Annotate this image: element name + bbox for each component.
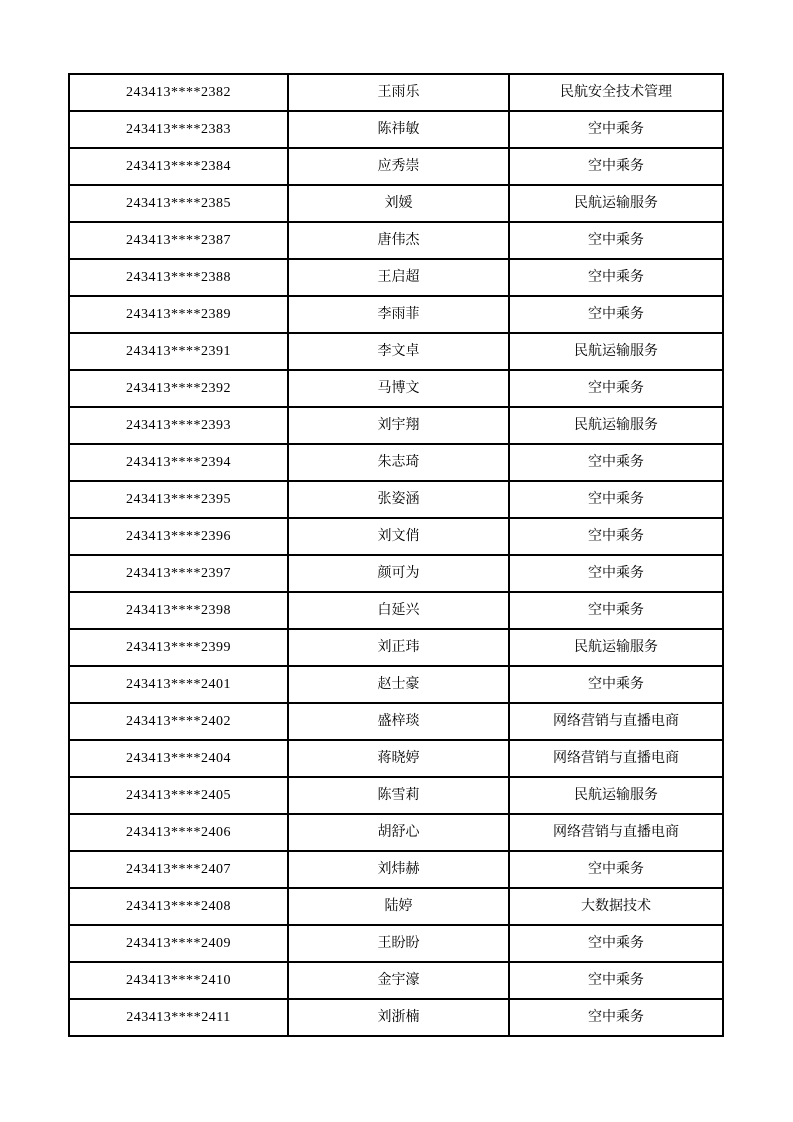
cell-id: 243413****2398 bbox=[69, 592, 288, 629]
table-row bbox=[69, 888, 723, 925]
cell-major: 空中乘务 bbox=[509, 666, 723, 703]
cell-major: 民航运输服务 bbox=[509, 777, 723, 814]
table-row bbox=[69, 259, 723, 296]
cell-id: 243413****2389 bbox=[69, 296, 288, 333]
cell-name: 李雨菲 bbox=[288, 296, 509, 333]
cell-major: 空中乘务 bbox=[509, 518, 723, 555]
cell-id: 243413****2384 bbox=[69, 148, 288, 185]
cell-id: 243413****2407 bbox=[69, 851, 288, 888]
cell-id: 243413****2382 bbox=[69, 74, 288, 111]
cell-id: 243413****2405 bbox=[69, 777, 288, 814]
cell-id: 243413****2395 bbox=[69, 481, 288, 518]
cell-name: 刘宇翔 bbox=[288, 407, 509, 444]
cell-name: 应秀崇 bbox=[288, 148, 509, 185]
cell-major: 民航运输服务 bbox=[509, 333, 723, 370]
cell-name: 赵士豪 bbox=[288, 666, 509, 703]
cell-id: 243413****2388 bbox=[69, 259, 288, 296]
table-row bbox=[69, 555, 723, 592]
cell-name: 唐伟杰 bbox=[288, 222, 509, 259]
cell-name: 金宇濠 bbox=[288, 962, 509, 999]
cell-id: 243413****2409 bbox=[69, 925, 288, 962]
cell-id: 243413****2410 bbox=[69, 962, 288, 999]
table-row bbox=[69, 777, 723, 814]
cell-id: 243413****2397 bbox=[69, 555, 288, 592]
cell-name: 陆婷 bbox=[288, 888, 509, 925]
cell-id: 243413****2408 bbox=[69, 888, 288, 925]
cell-id: 243413****2393 bbox=[69, 407, 288, 444]
table-row bbox=[69, 296, 723, 333]
admission-roster-table bbox=[68, 73, 724, 1037]
cell-major: 空中乘务 bbox=[509, 999, 723, 1036]
cell-name: 李文卓 bbox=[288, 333, 509, 370]
cell-name: 马博文 bbox=[288, 370, 509, 407]
cell-name: 王启超 bbox=[288, 259, 509, 296]
cell-major: 民航运输服务 bbox=[509, 407, 723, 444]
cell-major: 大数据技术 bbox=[509, 888, 723, 925]
table-row bbox=[69, 444, 723, 481]
cell-id: 243413****2399 bbox=[69, 629, 288, 666]
cell-id: 243413****2401 bbox=[69, 666, 288, 703]
cell-id: 243413****2396 bbox=[69, 518, 288, 555]
cell-major: 空中乘务 bbox=[509, 925, 723, 962]
cell-major: 民航运输服务 bbox=[509, 185, 723, 222]
cell-name: 刘浙楠 bbox=[288, 999, 509, 1036]
cell-name: 陈祎敏 bbox=[288, 111, 509, 148]
table-row bbox=[69, 592, 723, 629]
table-row bbox=[69, 851, 723, 888]
table-row bbox=[69, 629, 723, 666]
cell-major: 网络营销与直播电商 bbox=[509, 703, 723, 740]
cell-major: 空中乘务 bbox=[509, 444, 723, 481]
cell-name: 刘炜赫 bbox=[288, 851, 509, 888]
cell-major: 空中乘务 bbox=[509, 259, 723, 296]
cell-name: 张姿涵 bbox=[288, 481, 509, 518]
cell-major: 空中乘务 bbox=[509, 592, 723, 629]
cell-name: 颜可为 bbox=[288, 555, 509, 592]
table-row bbox=[69, 111, 723, 148]
table-row bbox=[69, 222, 723, 259]
table-row bbox=[69, 999, 723, 1036]
cell-id: 243413****2385 bbox=[69, 185, 288, 222]
table-row bbox=[69, 148, 723, 185]
cell-id: 243413****2411 bbox=[69, 999, 288, 1036]
cell-id: 243413****2402 bbox=[69, 703, 288, 740]
cell-major: 空中乘务 bbox=[509, 481, 723, 518]
cell-name: 王盼盼 bbox=[288, 925, 509, 962]
cell-name: 王雨乐 bbox=[288, 74, 509, 111]
cell-name: 盛梓琰 bbox=[288, 703, 509, 740]
cell-id: 243413****2383 bbox=[69, 111, 288, 148]
cell-id: 243413****2392 bbox=[69, 370, 288, 407]
table-row bbox=[69, 74, 723, 111]
cell-id: 243413****2406 bbox=[69, 814, 288, 851]
table-row bbox=[69, 370, 723, 407]
cell-major: 空中乘务 bbox=[509, 962, 723, 999]
cell-name: 胡舒心 bbox=[288, 814, 509, 851]
cell-id: 243413****2394 bbox=[69, 444, 288, 481]
cell-id: 243413****2404 bbox=[69, 740, 288, 777]
table-row bbox=[69, 481, 723, 518]
cell-major: 民航安全技术管理 bbox=[509, 74, 723, 111]
cell-major: 空中乘务 bbox=[509, 111, 723, 148]
cell-name: 朱志琦 bbox=[288, 444, 509, 481]
table-row bbox=[69, 666, 723, 703]
table-row bbox=[69, 185, 723, 222]
cell-name: 白延兴 bbox=[288, 592, 509, 629]
table-body bbox=[69, 74, 723, 1036]
table-row bbox=[69, 518, 723, 555]
table-row bbox=[69, 407, 723, 444]
cell-id: 243413****2387 bbox=[69, 222, 288, 259]
table-row bbox=[69, 703, 723, 740]
cell-name: 刘正玮 bbox=[288, 629, 509, 666]
table-row bbox=[69, 740, 723, 777]
cell-major: 空中乘务 bbox=[509, 148, 723, 185]
table-row bbox=[69, 925, 723, 962]
cell-major: 空中乘务 bbox=[509, 555, 723, 592]
cell-major: 民航运输服务 bbox=[509, 629, 723, 666]
cell-major: 空中乘务 bbox=[509, 370, 723, 407]
cell-major: 网络营销与直播电商 bbox=[509, 814, 723, 851]
cell-id: 243413****2391 bbox=[69, 333, 288, 370]
cell-major: 空中乘务 bbox=[509, 222, 723, 259]
cell-major: 空中乘务 bbox=[509, 851, 723, 888]
cell-name: 蒋晓婷 bbox=[288, 740, 509, 777]
cell-major: 空中乘务 bbox=[509, 296, 723, 333]
table-row bbox=[69, 333, 723, 370]
cell-name: 陈雪莉 bbox=[288, 777, 509, 814]
table-row bbox=[69, 814, 723, 851]
table-row bbox=[69, 962, 723, 999]
cell-major: 网络营销与直播电商 bbox=[509, 740, 723, 777]
cell-name: 刘文俏 bbox=[288, 518, 509, 555]
cell-name: 刘媛 bbox=[288, 185, 509, 222]
